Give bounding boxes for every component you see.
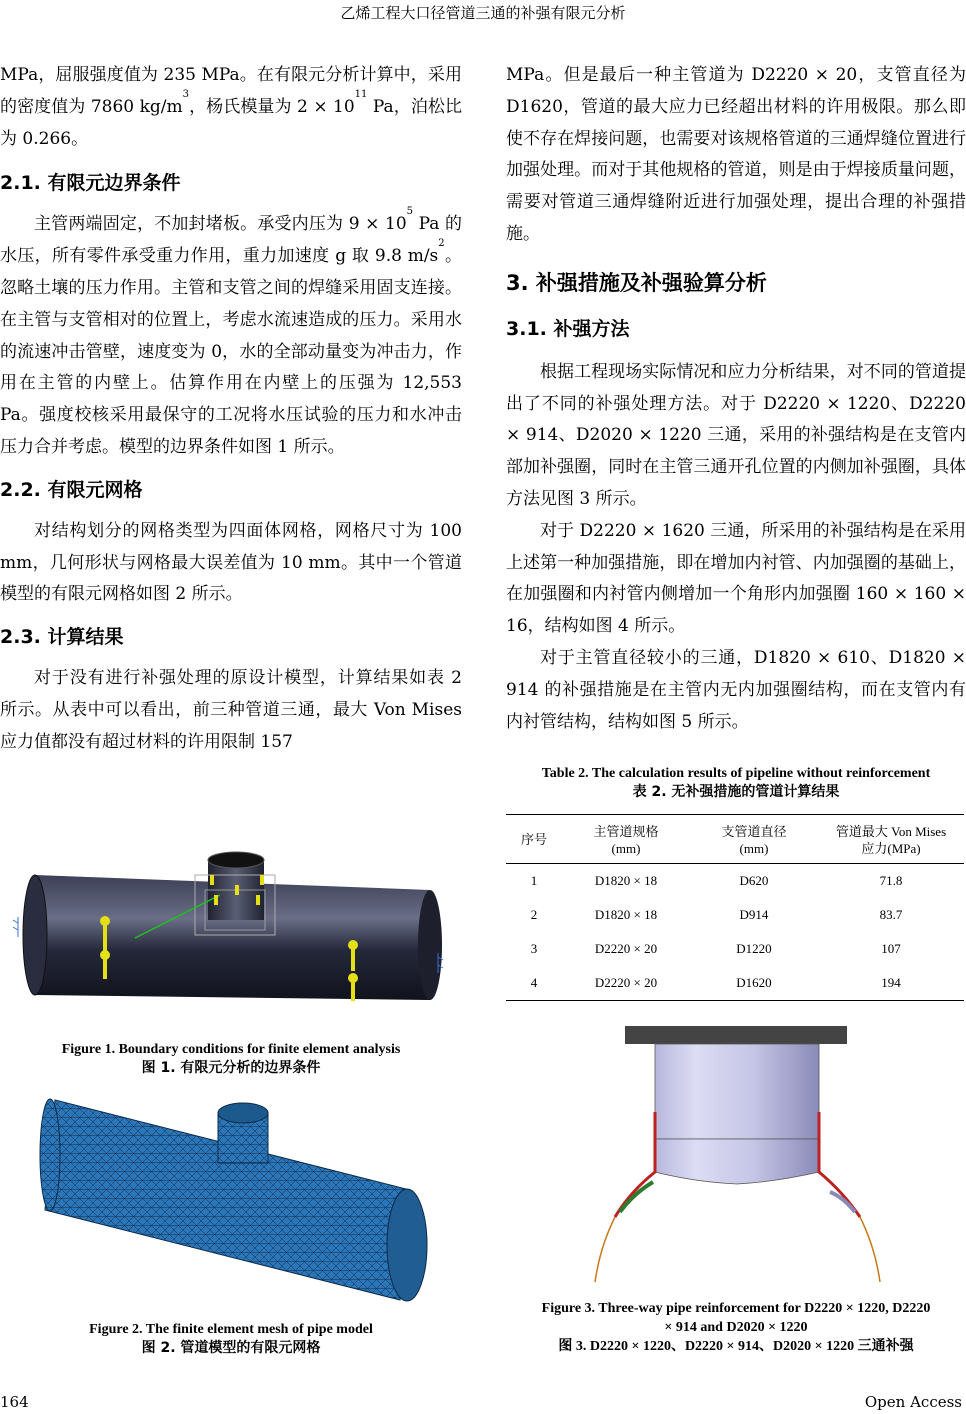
table-2 <box>506 814 966 1001</box>
paragraph-method-2: 对于 D2220 × 1620 三通，所采用的补强结构是在采用上述第一种加强措施，即在增加内衬管、内加强圈的基础上，在加强圈和内衬管内侧增加一个角形内加强圈 160 × 160 × 16，结构如图 4 所示。 <box>506 520 966 637</box>
table-cell: 3 <box>530 941 538 956</box>
section-2-1-title: 2.1. 有限元边界条件 <box>0 172 181 195</box>
table-cell: D2220 × 20 <box>594 941 658 956</box>
table-row <box>506 864 964 899</box>
paragraph-results: 对于没有进行补强处理的原设计模型，计算结果如表 2 所示。从表中可以看出，前三种管道三通，最大 Von Mises 应力值都没有超过材料的许用限制 157 <box>0 668 462 752</box>
table-cell: D1820 × 18 <box>594 873 658 888</box>
table-header-cell: 管道最大 Von Mises 应力(MPa) <box>818 815 964 864</box>
table-cell: D1620 <box>690 966 818 1001</box>
running-header: 乙烯工程大口径管道三通的补强有限元分析 <box>340 4 626 22</box>
table-cell: 83.7 <box>879 907 903 922</box>
page-number: 164 <box>0 1393 29 1411</box>
figure-2-caption-cn: 图 2. 管道模型的有限元网格 <box>141 1340 321 1356</box>
paragraph-material: MPa，屈服强度值为 235 MPa。在有限元分析计算中，采用的密度值为 7860 $kg/m^3$，杨氏模量为 $2 \times 10^{11}$ Pa，泊松比为 0.266。 <box>0 65 462 149</box>
figure-1-boundary-conditions <box>10 845 450 1035</box>
table-cell: 2 <box>530 907 538 922</box>
figure-2-caption-en: Figure 2. The finite element mesh of pipe model <box>89 1322 373 1337</box>
figure-2-caption <box>0 1320 462 1358</box>
right-column <box>506 60 966 738</box>
paragraph-method-1: 根据工程现场实际情况和应力分析结果，对不同的管道提出了不同的补强处理方法。对于 D2220 × 1220、D2220 × 914、D2020 × 1220 三通，采用的补强结构是在支管内部加补强圈，同时在主管三通开孔位置的内侧加补强圈，具体方法见图 3 所示。 <box>506 361 966 509</box>
section-3-title: 3. 补强措施及补强验算分析 <box>506 270 767 295</box>
table-row <box>506 966 964 1001</box>
section-3-1-title: 3.1. 补强方法 <box>506 317 630 340</box>
table-2-caption-en: Table 2. The calculation results of pipeline without reinforcement <box>541 766 931 781</box>
paragraph-boundary: 主管两端固定，不加封堵板。承受内压为 $9 \times 10^5$ Pa 的水压，所有零件承受重力作用，重力加速度 g 取 9.8 $m/s^2$。忽略土壤的压力作用。主管和支管之间的焊缝采用固支连接。在主管与支管相对的位置上，考虑水流速造成的压力。采用水的流速冲击管壁，速度变为 0，水的全部动量变为冲击力，作用在主管的内壁上。估算作用在内壁上的压强为 12,553 Pa。强度校核采用最保守的工况将水压试验的压力和水冲击压力合并考虑。模型的边界条件如图 1 所示。 <box>0 206 462 457</box>
table-cell: D1820 × 18 <box>594 907 658 922</box>
figure-3-caption-en-1: Figure 3. Three-way pipe reinforcement for D2220 × 1220, D2220 <box>541 1301 931 1316</box>
table-row <box>506 932 964 966</box>
section-2-3-title: 2.3. 计算结果 <box>0 626 124 649</box>
table-cell: 1 <box>530 873 538 888</box>
table-cell: D914 <box>739 907 769 922</box>
table-2-caption-cn: 表 2. 无补强措施的管道计算结果 <box>632 784 840 800</box>
table-cell: 107 <box>881 941 901 956</box>
left-column <box>0 60 462 759</box>
table-cell: D2220 × 20 <box>562 966 690 1001</box>
figure-3-caption-cn: 图 3. D2220 × 1220、D2220 × 914、D2020 × 1220 三通补强 <box>558 1339 914 1354</box>
paragraph-method-3: 对于主管直径较小的三通，D1820 × 610、D1820 × 914 的补强措施是在主管内无内加强圈结构，而在支管内有内衬管结构，结构如图 5 所示。 <box>506 647 966 732</box>
table-header-cell: 主管道规格 (mm) <box>562 815 690 864</box>
table-header-row <box>506 815 964 864</box>
section-2-2-title: 2.2. 有限元网格 <box>0 478 143 501</box>
table-2-caption <box>506 764 966 802</box>
figure-1-caption <box>0 1040 462 1078</box>
journal-footer: Open Access <box>864 1393 962 1411</box>
paragraph-continued: MPa。但是最后一种主管道为 D2220 × 20，支管直径为 D1620，管道的最大应力已经超出材料的许用极限。那么即使不存在焊接问题，也需要对该规格管道的三通焊缝位置进行加强处理。而对于其他规格的管道，则是由于焊接质量问题，需要对管道三通焊缝附近进行加强处理，提出合理的补强措施。 <box>506 65 966 244</box>
figure-1-caption-en: Figure 1. Boundary conditions for finite element analysis <box>61 1042 401 1057</box>
table-header-cell: 支管道直径 (mm) <box>690 815 818 864</box>
table-cell: 4 <box>506 966 562 1001</box>
figure-2-mesh <box>30 1095 435 1310</box>
table-cell: D1220 <box>736 941 772 956</box>
paragraph-mesh: 对结构划分的网格类型为四面体网格，网格尺寸为 100 mm，几何形状与网格最大误差值为 10 mm。其中一个管道模型的有限元网格如图 2 所示。 <box>0 520 462 605</box>
table-cell: D620 <box>739 873 769 888</box>
table-cell: 194 <box>818 966 964 1001</box>
figure-3-reinforcement <box>575 1022 905 1287</box>
figure-3-caption <box>506 1299 966 1356</box>
table-row <box>506 898 964 932</box>
figure-1-caption-cn: 图 1. 有限元分析的边界条件 <box>141 1060 321 1076</box>
table-cell: 71.8 <box>879 873 903 888</box>
table-header-cell: 序号 <box>506 815 562 864</box>
figure-3-caption-en-2: × 914 and D2020 × 1220 <box>664 1320 808 1335</box>
